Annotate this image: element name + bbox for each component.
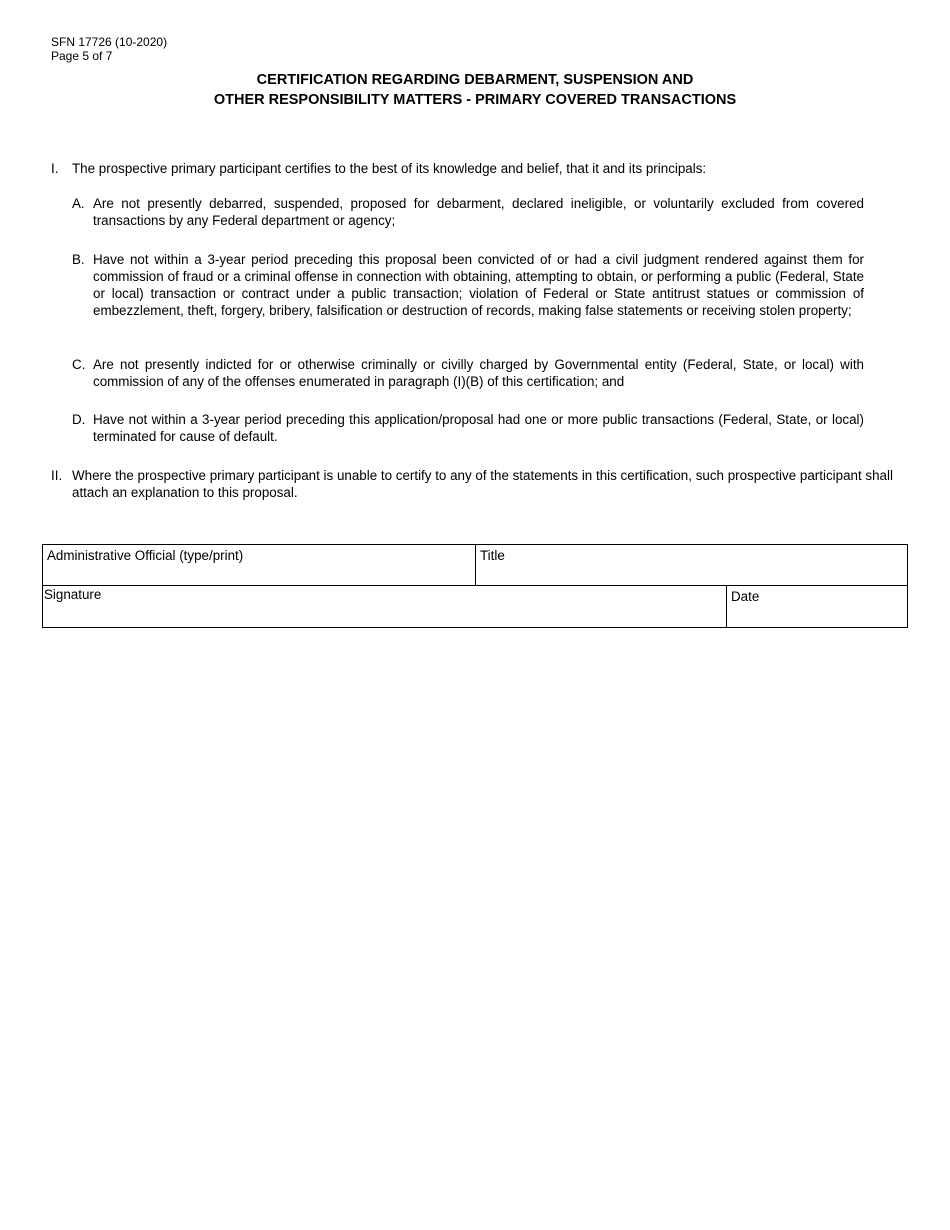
form-header [51,35,167,63]
item-d-marker: D. [72,412,86,427]
official-field[interactable] [43,545,476,586]
item-c-text: Are not presently indicted for or otherwise criminally or civilly charged by Governmental entity (Federal, State, or local) with commission of any of the offenses enumerated in paragraph (I)(B) of this certification; and [93,357,864,389]
signature-form [42,544,908,628]
item-c-marker: C. [72,357,86,372]
date-label: Date [731,589,760,604]
item-c [72,356,864,390]
title-line-1: CERTIFICATION REGARDING DEBARMENT, SUSPENSION AND [256,72,694,88]
title-line-2: OTHER RESPONSIBILITY MATTERS - PRIMARY COVERED TRANSACTIONS [213,92,737,108]
title-label: Title [480,548,505,563]
item-a-marker: A. [72,196,85,211]
item-a-text: Are not presently debarred, suspended, proposed for debarment, declared ineligible, or voluntarily excluded from covered transactions by any Federal department or agency; [93,196,864,228]
item-b [72,251,864,319]
title-field[interactable] [476,545,907,586]
item-a [72,195,864,229]
item-b-text: Have not within a 3-year period preceding this proposal been convicted of or had a civil judgment rendered against them for commission of fraud or a criminal offense in connection with obtaining, attempting to obtain, or performing a public (Federal, State or local) transaction or contract under a public transaction; violation of Federal or State antitrust statues or commission of embezzlement, theft, forgery, bribery, falsification or destruction of records, making false statements or receiving stolen property; [93,252,864,318]
section-i-text: The prospective primary participant certifies to the best of its knowledge and belief, that it and its principals: [72,161,707,176]
document-title [0,70,950,110]
section-ii-text: Where the prospective primary participant is unable to certify to any of the statements in this certification, such prospective participant shall attach an explanation to this proposal. [72,468,893,500]
date-field[interactable] [727,586,907,627]
item-b-marker: B. [72,252,85,267]
page-number: Page 5 of 7 [51,49,113,63]
section-i-marker: I. [51,161,59,176]
section-ii-marker: II. [51,468,63,483]
section-ii [51,467,901,501]
form-id: SFN 17726 (10-2020) [51,35,168,49]
official-label: Administrative Official (type/print) [47,548,244,563]
item-d [72,411,864,445]
section-i [51,160,901,177]
signature-field[interactable] [43,586,727,627]
signature-label: Signature [44,587,102,602]
item-d-text: Have not within a 3-year period preceding this application/proposal had one or more public transactions (Federal, State, or local) terminated for cause of default. [93,412,864,444]
